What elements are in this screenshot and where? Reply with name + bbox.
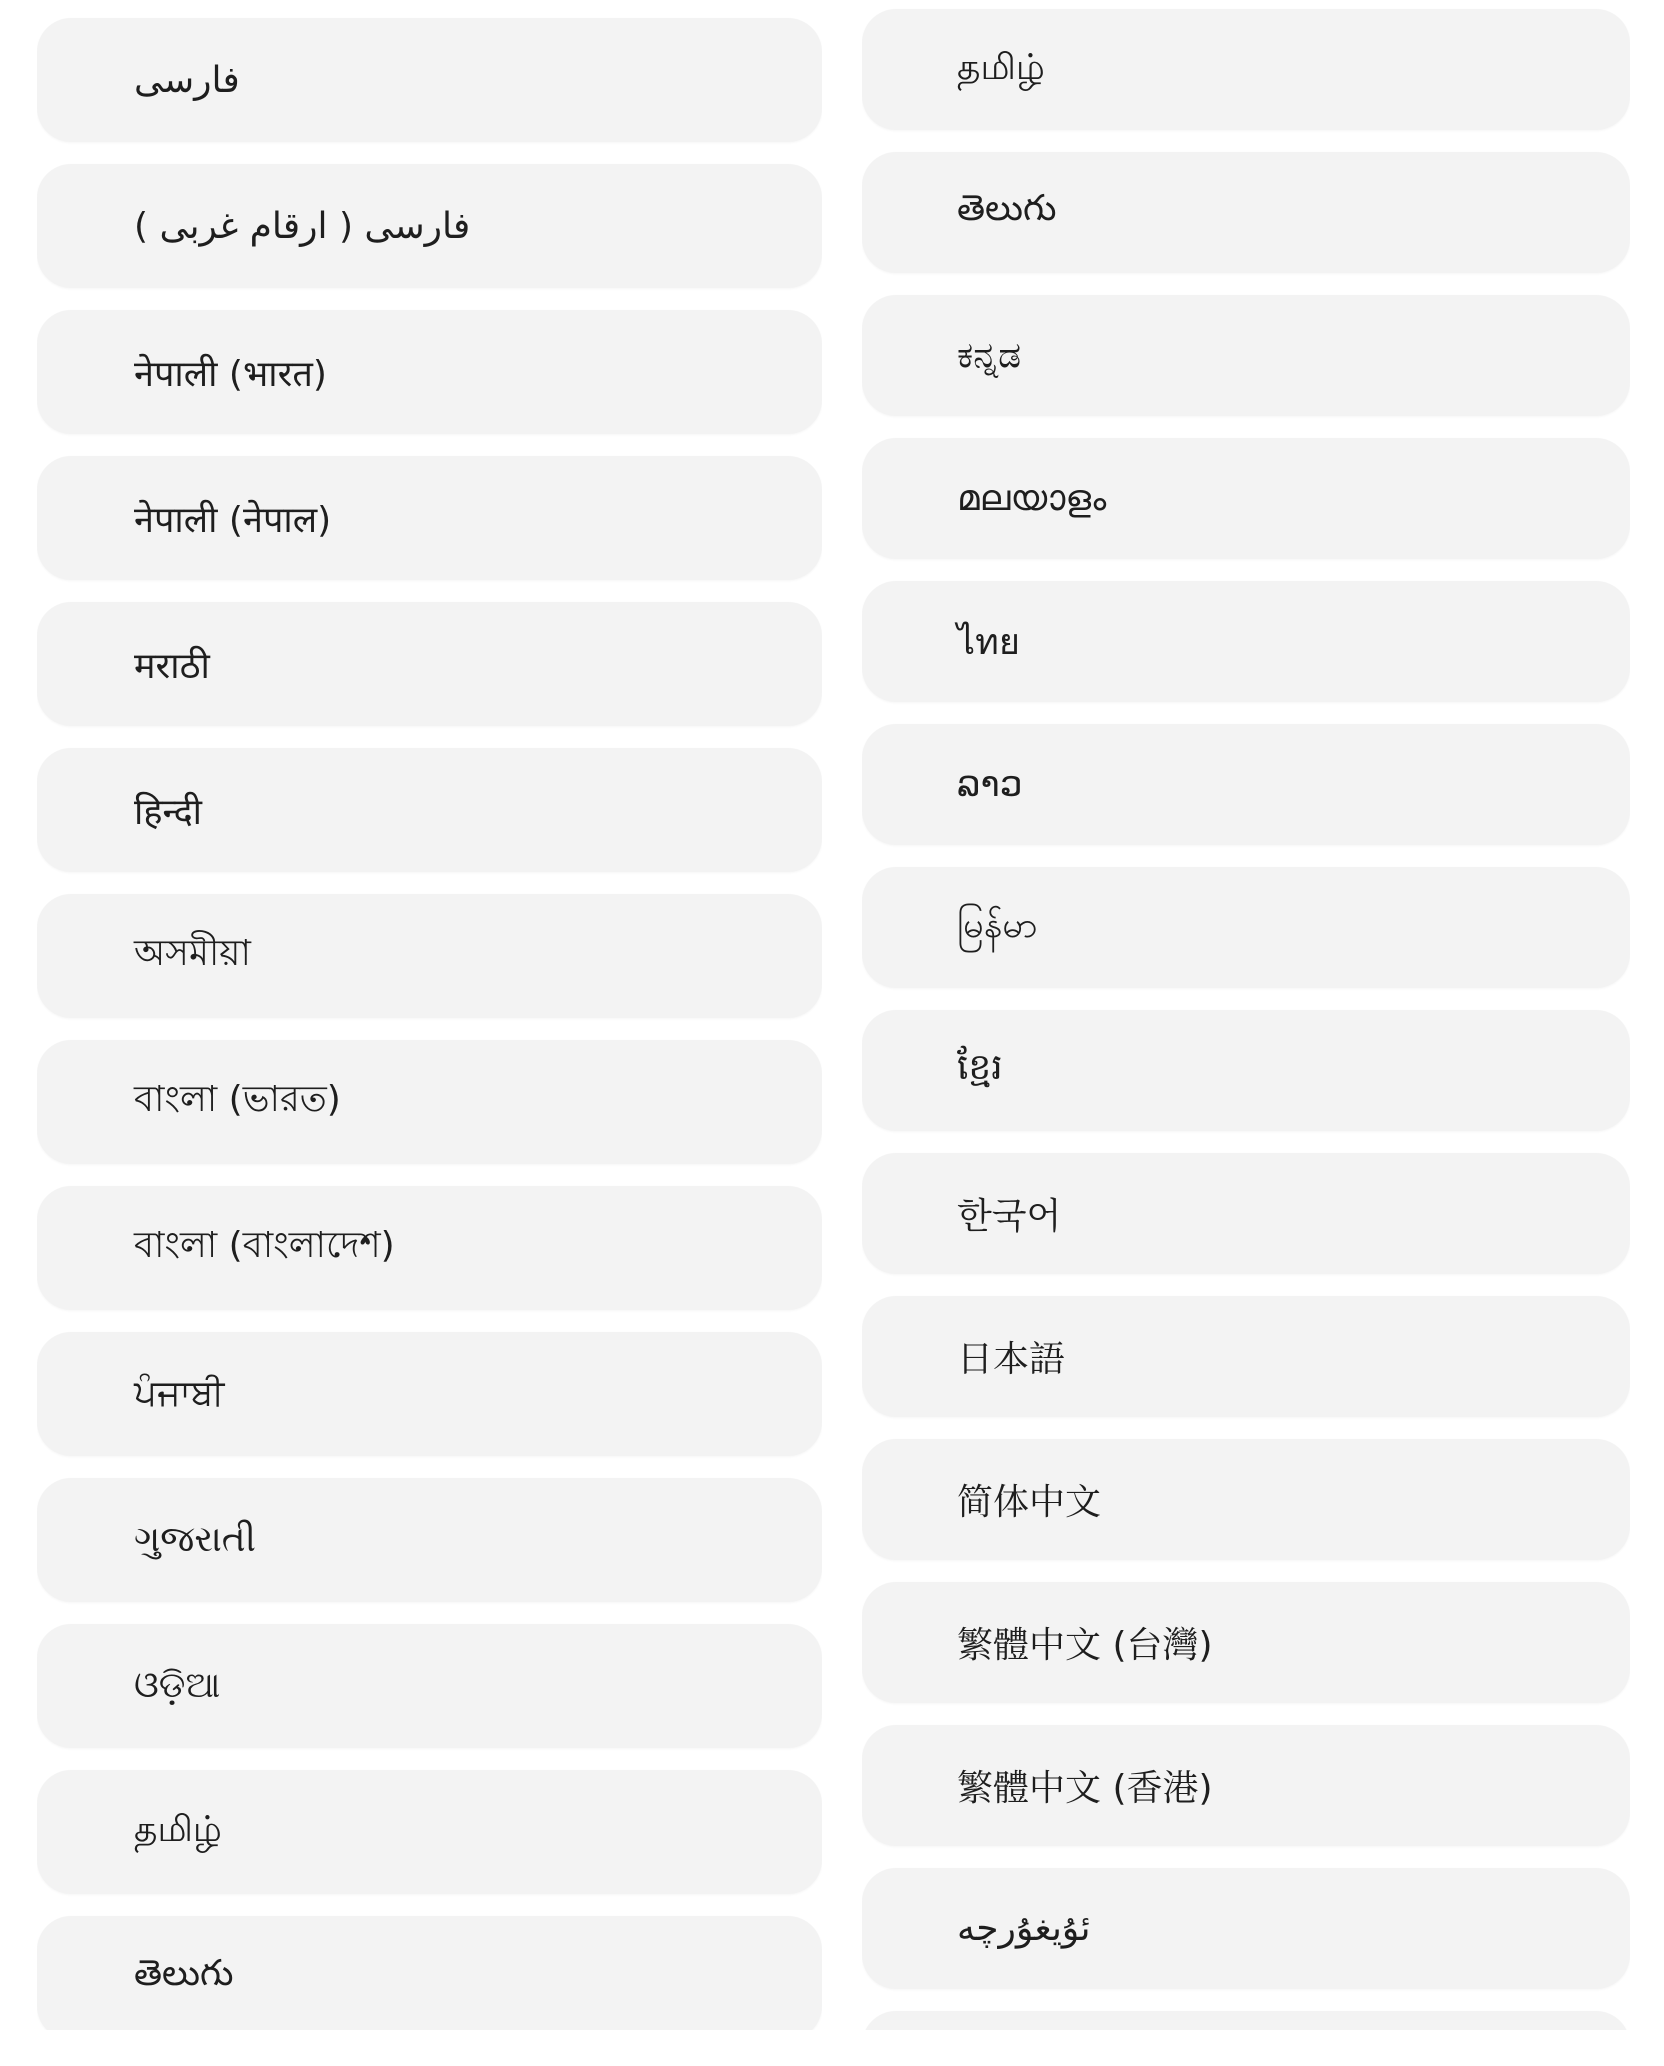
language-option[interactable] (37, 1624, 822, 1748)
language-option[interactable] (862, 152, 1630, 273)
language-label: ଓଡ଼ିଆ (134, 1665, 221, 1706)
language-list-right (862, 0, 1630, 2030)
language-label: മലയാളം (957, 477, 1107, 519)
language-label: తెలుగు (957, 187, 1057, 229)
language-label: ਪੰਜਾਬੀ (134, 1373, 225, 1414)
language-option[interactable] (862, 295, 1630, 416)
language-label: ខ្មែរ (957, 1047, 1003, 1088)
language-option[interactable] (37, 1478, 822, 1602)
language-list-left (37, 0, 822, 2030)
language-label: 日本語 (957, 1339, 1066, 1380)
language-label: ಕನ್ನಡ (957, 334, 1022, 376)
language-label: 繁體中文 (香港) (957, 1768, 1213, 1809)
language-option[interactable] (862, 867, 1630, 988)
language-label: অসমীয়া (134, 933, 251, 974)
language-label: فارسی (134, 59, 240, 101)
language-label: မြန်မာ (957, 904, 1038, 946)
language-option[interactable] (862, 2011, 1630, 2030)
language-option[interactable] (862, 581, 1630, 702)
language-label: ئۇيغۇرچە (957, 1908, 1091, 1949)
language-label: मराठी (134, 645, 210, 687)
language-label: বাংলা (বাংলাদেশ) (134, 1225, 395, 1266)
language-option[interactable] (37, 456, 822, 580)
language-option[interactable] (37, 1770, 822, 1894)
language-option[interactable] (862, 438, 1630, 559)
language-option[interactable] (862, 9, 1630, 130)
language-option[interactable] (862, 1868, 1630, 1989)
language-option[interactable] (37, 1916, 822, 2030)
language-list (37, 0, 822, 2030)
language-label: ગુજરાતી (134, 1519, 256, 1560)
language-option[interactable] (862, 1010, 1630, 1131)
language-option[interactable] (862, 1296, 1630, 1417)
language-label: فارسی ( ارقام غربی ) (134, 205, 471, 247)
language-label: 繁體中文 (台灣) (957, 1625, 1213, 1666)
language-option[interactable] (862, 724, 1630, 845)
language-option[interactable] (37, 1332, 822, 1456)
language-option[interactable] (862, 1582, 1630, 1703)
language-label: नेपाली (नेपाल) (134, 499, 332, 541)
language-label: தமிழ் (134, 1809, 222, 1850)
language-label: हिन्दी (134, 791, 203, 833)
language-option[interactable] (37, 18, 822, 142)
language-option[interactable] (37, 602, 822, 726)
language-label: 简体中文 (957, 1482, 1102, 1523)
language-option[interactable] (37, 748, 822, 872)
language-option[interactable] (37, 1186, 822, 1310)
language-list (862, 0, 1630, 2030)
language-label: 한국어 (957, 1196, 1062, 1237)
language-label: বাংলা (ভারত) (134, 1079, 341, 1120)
language-label: नेपाली (भारत) (134, 353, 327, 395)
language-label: ລາວ (957, 764, 1023, 805)
language-option[interactable] (37, 310, 822, 434)
language-option[interactable] (862, 1725, 1630, 1846)
language-option[interactable] (37, 1040, 822, 1164)
language-label: ไทย (957, 622, 1020, 663)
language-label: తెలుగు (134, 1953, 234, 1994)
language-option[interactable] (37, 164, 822, 288)
language-option[interactable] (37, 894, 822, 1018)
language-label: தமிழ் (957, 46, 1045, 88)
language-option[interactable] (862, 1439, 1630, 1560)
language-option[interactable] (862, 1153, 1630, 1274)
